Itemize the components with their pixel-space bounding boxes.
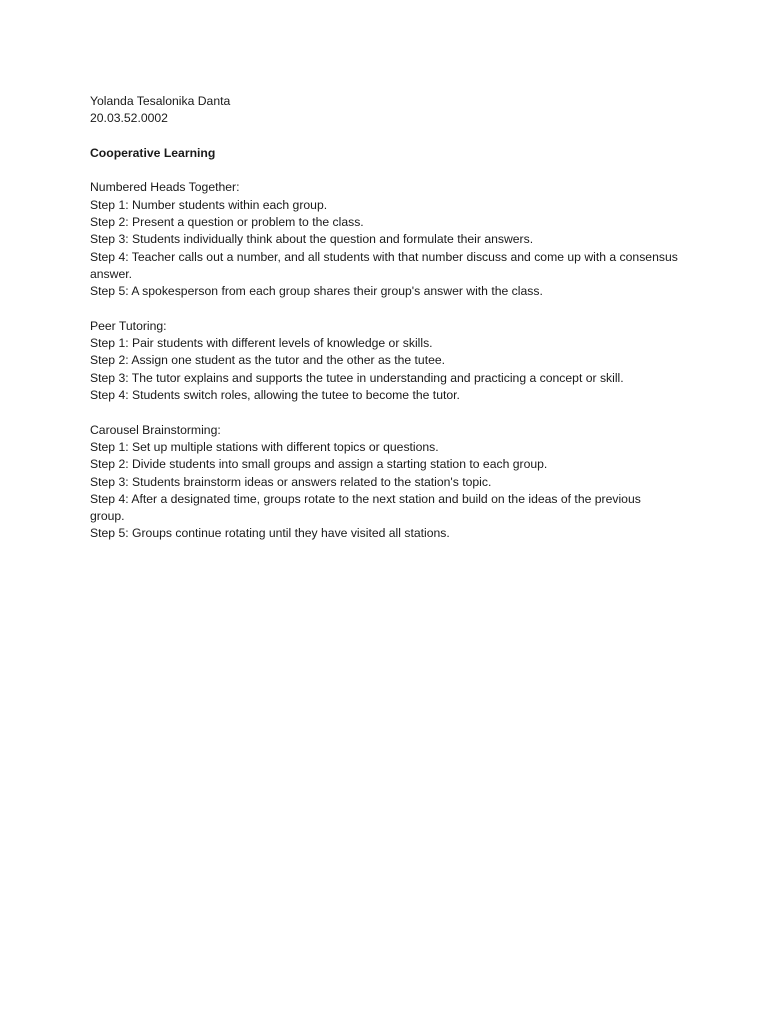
section-carousel-brainstorming (90, 422, 678, 543)
step-item: Step 1: Pair students with different levels of knowledge or skills. (90, 336, 433, 351)
section-heading: Numbered Heads Together: (90, 180, 240, 195)
author-id: 20.03.52.0002 (90, 111, 168, 126)
spacer (90, 162, 678, 179)
section-heading: Carousel Brainstorming: (90, 422, 221, 437)
step-item: Step 3: The tutor explains and supports the tutee in understanding and practicing a concept or skill. (90, 370, 624, 385)
step-item: Step 4: Teacher calls out a number, and all students with that number discuss and come up with a consensus answer. (90, 249, 678, 281)
step-item: Step 2: Assign one student as the tutor and the other as the tutee. (90, 353, 446, 368)
section-numbered-heads-together (90, 179, 678, 300)
step-item: Step 5: A spokesperson from each group shares their group's answer with the class. (90, 284, 543, 299)
spacer (90, 404, 678, 421)
section-peer-tutoring (90, 318, 678, 404)
step-item: Step 4: Students switch roles, allowing the tutee to become the tutor. (90, 388, 460, 403)
step-item: Step 1: Number students within each group. (90, 197, 328, 212)
spacer (90, 128, 678, 145)
spacer (90, 301, 678, 318)
step-item: Step 5: Groups continue rotating until they have visited all stations. (90, 526, 450, 541)
step-item: Step 4: After a designated time, groups rotate to the next station and build on the ideas of the previous group. (90, 491, 641, 524)
step-item: Step 2: Divide students into small groups and assign a starting station to each group. (90, 457, 548, 472)
step-item: Step 2: Present a question or problem to the class. (90, 215, 364, 230)
step-item: Step 3: Students individually think about the question and formulate their answers. (90, 232, 534, 247)
step-item: Step 1: Set up multiple stations with different topics or questions. (90, 439, 439, 454)
step-item: Step 3: Students brainstorm ideas or answers related to the station's topic. (90, 474, 492, 489)
document-title: Cooperative Learning (90, 145, 216, 160)
section-heading: Peer Tutoring: (90, 318, 167, 333)
author-name: Yolanda Tesalonika Danta (90, 94, 231, 108)
